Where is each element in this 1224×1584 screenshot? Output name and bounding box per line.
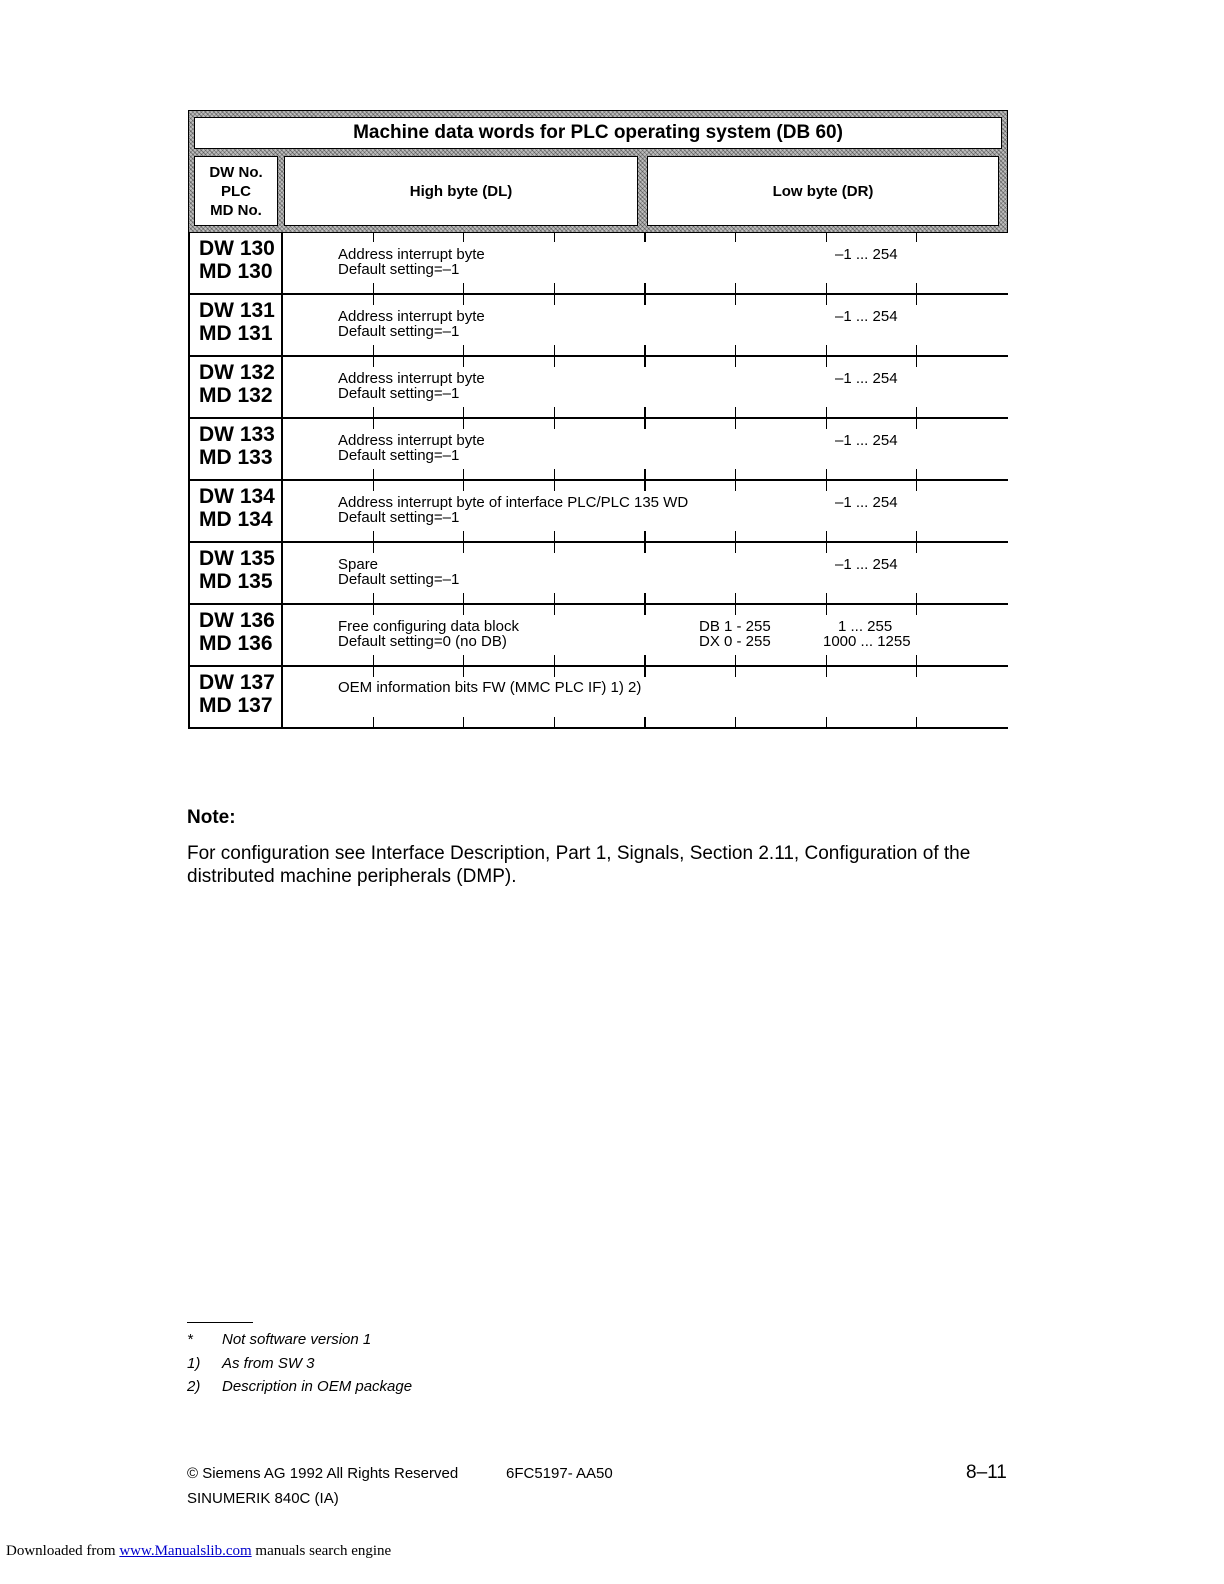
row-default-setting: Default setting=–1	[338, 447, 460, 464]
row-id-cell	[188, 667, 283, 727]
download-banner	[6, 1543, 391, 1560]
bit-tick	[826, 233, 827, 242]
bit-tick	[916, 469, 917, 479]
bit-tick	[463, 345, 464, 355]
row-description: Address interrupt byte	[338, 246, 485, 263]
column-header-high-byte: High byte (DL)	[284, 156, 638, 226]
footnote-mark: 2)	[187, 1378, 201, 1395]
footnote	[187, 1331, 587, 1349]
row-description: Spare	[338, 556, 379, 573]
bit-tick	[916, 717, 917, 727]
bit-tick	[916, 481, 917, 491]
row-value-range: –1 ... 254	[835, 432, 898, 449]
bit-tick	[373, 357, 374, 367]
bit-tick	[644, 407, 646, 417]
md-number: MD 134	[199, 508, 273, 531]
bit-tick	[554, 469, 555, 479]
bit-tick	[644, 345, 646, 355]
bit-tick	[644, 283, 646, 293]
bit-tick	[373, 469, 374, 479]
bit-tick	[916, 593, 917, 603]
bit-tick	[644, 543, 646, 553]
bit-tick	[373, 717, 374, 727]
footer-copyright: © Siemens AG 1992 All Rights Reserved	[187, 1465, 459, 1482]
bit-tick	[373, 655, 374, 665]
row-description: Address interrupt byte	[338, 432, 485, 449]
bit-tick	[463, 233, 464, 242]
table-row	[188, 357, 1008, 419]
bit-tick	[554, 531, 555, 541]
row-value-range: 1 ... 255	[838, 618, 893, 635]
bit-tick	[373, 233, 374, 242]
row-id	[199, 237, 275, 283]
bit-tick	[735, 295, 736, 305]
column-header-dw-md	[194, 156, 278, 226]
bit-tick	[373, 667, 374, 677]
bit-tick	[826, 655, 827, 665]
row-id	[199, 485, 275, 531]
row-block-range-2: DX 0 - 255	[699, 633, 771, 650]
bit-tick	[463, 357, 464, 367]
bit-tick	[916, 667, 917, 677]
column-header-line: DW No.	[209, 163, 263, 181]
footer-order-number: 6FC5197- AA50	[506, 1465, 613, 1482]
bit-tick	[554, 357, 555, 367]
row-description: Free configuring data block	[338, 618, 519, 635]
bit-tick	[916, 543, 917, 553]
note-body: For configuration see Interface Description, Part 1, Signals, Section 2.11, Configuration of the distributed machine peripherals (DMP).	[187, 843, 971, 887]
footnote	[187, 1355, 587, 1373]
row-id-cell	[188, 233, 283, 293]
bit-tick	[916, 345, 917, 355]
row-id-cell	[188, 419, 283, 479]
table-row	[188, 295, 1008, 357]
table-title: Machine data words for PLC operating system (DB 60)	[194, 117, 1002, 149]
bit-tick	[644, 655, 646, 665]
note-heading: Note:	[187, 807, 236, 828]
bit-tick	[644, 357, 646, 367]
footnote-rule	[187, 1322, 253, 1323]
bit-tick	[463, 295, 464, 305]
footnote-mark: 1)	[187, 1355, 201, 1372]
bit-tick	[554, 283, 555, 293]
bit-tick	[373, 543, 374, 553]
dw-number: DW 132	[199, 361, 275, 384]
bit-tick	[373, 407, 374, 417]
bit-tick	[735, 481, 736, 491]
bit-tick	[463, 469, 464, 479]
dw-number: DW 131	[199, 299, 275, 322]
bit-tick	[735, 345, 736, 355]
bit-tick	[463, 419, 464, 429]
bit-tick	[554, 543, 555, 553]
bit-tick	[554, 233, 555, 242]
row-default-setting: Default setting=–1	[338, 385, 460, 402]
bit-tick	[373, 419, 374, 429]
bit-tick	[916, 357, 917, 367]
row-id	[199, 609, 275, 655]
bit-tick	[826, 407, 827, 417]
machine-data-table	[188, 110, 1008, 727]
md-number: MD 136	[199, 632, 273, 655]
bit-tick	[826, 481, 827, 491]
bit-tick	[463, 667, 464, 677]
md-number: MD 130	[199, 260, 273, 283]
bit-tick	[554, 407, 555, 417]
row-default-setting: Default setting=–1	[338, 261, 460, 278]
row-default-setting: Default setting=0 (no DB)	[338, 633, 507, 650]
bit-tick	[554, 345, 555, 355]
bit-tick	[916, 531, 917, 541]
row-default-setting: Default setting=–1	[338, 509, 460, 526]
bit-tick	[735, 419, 736, 429]
bit-tick	[463, 283, 464, 293]
md-number: MD 133	[199, 446, 273, 469]
footer-product: SINUMERIK 840C (IA)	[187, 1490, 339, 1507]
row-block-range: DB 1 - 255	[699, 618, 771, 635]
bit-tick	[826, 667, 827, 677]
bit-tick	[554, 717, 555, 727]
dw-number: DW 136	[199, 609, 275, 632]
dw-number: DW 133	[199, 423, 275, 446]
bit-tick	[826, 419, 827, 429]
bit-tick	[644, 295, 646, 305]
bit-tick	[554, 655, 555, 665]
row-id	[199, 361, 275, 407]
column-header-low-byte: Low byte (DR)	[647, 156, 999, 226]
bit-tick	[463, 481, 464, 491]
bit-tick	[644, 531, 646, 541]
bit-tick	[373, 605, 374, 615]
row-id-cell	[188, 543, 283, 603]
row-value-range: –1 ... 254	[835, 556, 898, 573]
bit-tick	[735, 717, 736, 727]
table-row	[188, 419, 1008, 481]
bit-tick	[554, 605, 555, 615]
bit-tick	[826, 357, 827, 367]
bit-tick	[735, 667, 736, 677]
bit-tick	[644, 667, 646, 677]
bit-tick	[735, 531, 736, 541]
md-number: MD 131	[199, 322, 273, 345]
bit-tick	[735, 655, 736, 665]
md-number: MD 137	[199, 694, 273, 717]
row-default-setting: Default setting=–1	[338, 571, 460, 588]
row-value-range: –1 ... 254	[835, 494, 898, 511]
bit-tick	[644, 605, 646, 615]
bit-tick	[735, 605, 736, 615]
bit-tick	[916, 419, 917, 429]
row-description: OEM information bits FW (MMC PLC IF) 1) 2)	[338, 679, 642, 696]
bit-tick	[373, 345, 374, 355]
bit-tick	[463, 717, 464, 727]
table-row	[188, 543, 1008, 605]
bit-tick	[644, 233, 646, 242]
bit-tick	[373, 283, 374, 293]
bit-tick	[826, 295, 827, 305]
row-description: Address interrupt byte	[338, 308, 485, 325]
bit-tick	[463, 543, 464, 553]
bit-tick	[554, 667, 555, 677]
dw-number: DW 130	[199, 237, 275, 260]
bit-tick	[826, 717, 827, 727]
row-description: Address interrupt byte of interface PLC/PLC 135 WD	[338, 494, 689, 511]
table-row	[188, 667, 1008, 729]
footnote	[187, 1378, 587, 1396]
bit-tick	[373, 295, 374, 305]
bit-tick	[826, 593, 827, 603]
bit-tick	[644, 593, 646, 603]
table-row	[188, 481, 1008, 543]
dw-number: DW 137	[199, 671, 275, 694]
bit-tick	[554, 593, 555, 603]
bit-tick	[735, 469, 736, 479]
manualslib-link[interactable]: www.Manualslib.com	[119, 1543, 252, 1559]
bit-tick	[735, 543, 736, 553]
bit-tick	[735, 283, 736, 293]
table-row	[188, 605, 1008, 667]
download-suffix: manuals search engine	[255, 1543, 392, 1559]
bit-tick	[644, 717, 646, 727]
row-value-range: –1 ... 254	[835, 308, 898, 325]
row-id-cell	[188, 605, 283, 665]
footnote-text: Not software version 1	[222, 1331, 372, 1348]
bit-tick	[735, 407, 736, 417]
page-number: 8–11	[966, 1462, 1007, 1483]
footnote-text: As from SW 3	[222, 1355, 315, 1372]
footnote-mark: *	[187, 1331, 193, 1348]
row-id	[199, 423, 275, 469]
bit-tick	[735, 593, 736, 603]
bit-tick	[373, 593, 374, 603]
dw-number: DW 134	[199, 485, 275, 508]
bit-tick	[554, 419, 555, 429]
row-id-cell	[188, 481, 283, 541]
bit-tick	[826, 469, 827, 479]
bit-tick	[735, 233, 736, 242]
bit-tick	[826, 531, 827, 541]
row-id	[199, 299, 275, 345]
bit-tick	[826, 283, 827, 293]
bit-tick	[916, 233, 917, 242]
row-value-range-2: 1000 ... 1255	[823, 633, 911, 650]
bit-tick	[554, 481, 555, 491]
bit-tick	[463, 605, 464, 615]
row-id	[199, 547, 275, 593]
bit-tick	[826, 605, 827, 615]
bit-tick	[916, 283, 917, 293]
download-prefix: Downloaded from	[6, 1543, 116, 1559]
table-row	[188, 233, 1008, 295]
column-header-line: MD No.	[210, 201, 262, 219]
bit-tick	[644, 469, 646, 479]
bit-tick	[373, 531, 374, 541]
bit-tick	[463, 655, 464, 665]
bit-tick	[554, 295, 555, 305]
bit-tick	[826, 345, 827, 355]
bit-tick	[463, 407, 464, 417]
row-value-range: –1 ... 254	[835, 370, 898, 387]
row-description: Address interrupt byte	[338, 370, 485, 387]
bit-tick	[826, 543, 827, 553]
md-number: MD 132	[199, 384, 273, 407]
row-id	[199, 671, 275, 717]
bit-tick	[916, 407, 917, 417]
bit-tick	[644, 481, 646, 491]
footnote-text: Description in OEM package	[222, 1378, 413, 1395]
bit-tick	[916, 295, 917, 305]
row-value-range: –1 ... 254	[835, 246, 898, 263]
bit-tick	[373, 481, 374, 491]
row-default-setting: Default setting=–1	[338, 323, 460, 340]
dw-number: DW 135	[199, 547, 275, 570]
row-id-cell	[188, 295, 283, 355]
bit-tick	[916, 605, 917, 615]
bit-tick	[463, 531, 464, 541]
bit-tick	[916, 655, 917, 665]
column-header-line: PLC	[220, 182, 251, 200]
bit-tick	[644, 419, 646, 429]
md-number: MD 135	[199, 570, 273, 593]
bit-tick	[463, 593, 464, 603]
bit-tick	[735, 357, 736, 367]
row-id-cell	[188, 357, 283, 417]
